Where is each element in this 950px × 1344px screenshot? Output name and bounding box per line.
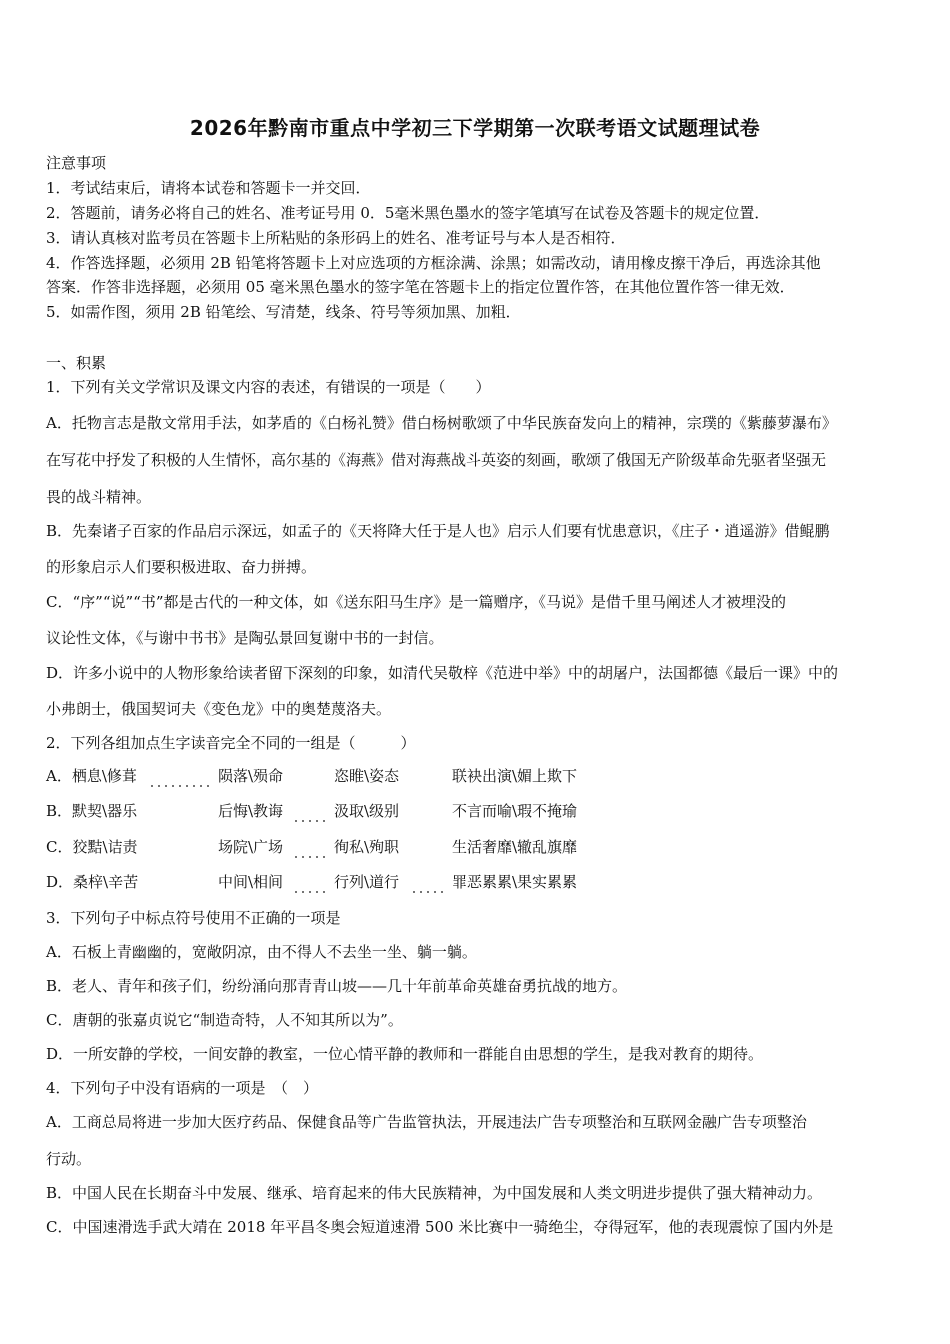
q1-option-b-cont: 的形象启示人们要积极进取、奋力拼搏。 xyxy=(46,558,317,576)
q4-option-a-cont: 行动。 xyxy=(46,1150,92,1168)
q2-cell: 中间\相间 xyxy=(218,873,284,891)
q2-cell: B．默契\器乐 xyxy=(46,802,138,820)
q2-cell: 不言而喻\瑕不掩瑜 xyxy=(452,802,578,820)
q1-option-a: A．托物言志是散文常用手法，如茅盾的《白杨礼赞》借白杨树歌颂了中华民族奋发向上的精神，宗璞的《紫藤萝瀑布》 xyxy=(46,414,837,432)
notice-item: 答案．作答非选择题，必须用 05 毫米黑色墨水的签字笔在答题卡上的指定位置作答，在其他位置作答一律无效． xyxy=(46,278,795,296)
q3-option-d: D．一所安静的学校，一间安静的教室，一位心情平静的教师和一群能自由思想的学生，是我对教育的期待。 xyxy=(46,1045,764,1063)
q3-option-c: C．唐朝的张嘉贞说它“制造奇特，人不知其所以为”。 xyxy=(46,1011,403,1029)
q1-option-b: B．先秦诸子百家的作品启示深远，如孟子的《天将降大任于是人也》启示人们要有忧患意识，《庄子・逍遥游》借鲲鹏 xyxy=(46,522,830,540)
notice-item: 3．请认真核对监考员在答题卡上所粘贴的条形码上的姓名、准考证号与本人是否相符． xyxy=(46,229,626,247)
q2-cell: 生活奢靡\辙乱旗靡 xyxy=(452,838,578,856)
section-heading: 一、积累 xyxy=(46,354,107,372)
q2-cell: 汲取\级别 xyxy=(334,802,400,820)
q2-stem: 2．下列各组加点生字读音完全不同的一组是（ ） xyxy=(46,734,416,752)
q2-cell: D．桑梓\辛苦 xyxy=(46,873,139,891)
q4-option-b: B．中国人民在长期奋斗中发展、继承、培育起来的伟大民族精神，为中国发展和人类文明进步提供了强大精神动力。 xyxy=(46,1184,823,1202)
q2-cell: 行列\道行 xyxy=(334,873,400,891)
q2-cell: 联袂出演\媚上欺下 xyxy=(452,767,578,785)
q2-cell: 罪恶累累\果实累累 xyxy=(452,873,578,891)
notice-item: 1．考试结束后，请将本试卷和答题卡一并交回． xyxy=(46,179,371,197)
q2-cell: 陨落\殒命 xyxy=(218,767,284,785)
q2-cell: C．狡黠\诘责 xyxy=(46,838,138,856)
q1-option-d-cont: 小弗朗士，俄国契诃夫《变色龙》中的奥楚蔑洛夫。 xyxy=(46,700,392,718)
notice-item: 2．答题前，请务必将自己的姓名、准考证号用 0．5毫米黑色墨水的签字笔填写在试卷及答题卡的规定位置． xyxy=(46,204,770,222)
q2-cell: 后悔\教诲 xyxy=(218,802,284,820)
dot-group xyxy=(151,785,443,893)
q2-cell: 恣睢\姿态 xyxy=(334,767,400,785)
q1-option-d: D．许多小说中的人物形象给读者留下深刻的印象，如清代吴敬梓《范进中举》中的胡屠户，法国都德《最后一课》中的 xyxy=(46,664,839,682)
notice-heading: 注意事项 xyxy=(46,154,107,172)
q1-option-a-cont: 畏的战斗精神。 xyxy=(46,488,152,506)
notice-item: 5．如需作图，须用 2B 铅笔绘、写清楚，线条、符号等须加黑、加粗． xyxy=(46,303,521,321)
q1-option-a-cont: 在写花中抒发了积极的人生情怀，高尔基的《海燕》借对海燕战斗英姿的刻画，歌颂了俄国无产阶级革命先驱者坚强无 xyxy=(46,451,827,469)
q4-stem: 4．下列句子中没有语病的一项是 （ ） xyxy=(46,1079,319,1097)
q2-cell: A．栖息\修葺 xyxy=(46,767,137,785)
q4-option-a: A．工商总局将进一步加大医疗药品、保健食品等广告监管执法，开展违法广告专项整治和互联网金融广告专项整治 xyxy=(46,1113,807,1131)
q1-option-c: C．“序”“说”“书”都是古代的一种文体，如《送东阳马生序》是一篇赠序，《马说》是借千里马阐述人才被埋没的 xyxy=(46,593,786,611)
notice-item: 4．作答选择题，必须用 2B 铅笔将答题卡上对应选项的方框涂满、涂黑；如需改动，请用橡皮擦干净后，再选涂其他 xyxy=(46,254,821,272)
q3-option-b: B．老人、青年和孩子们，纷纷涌向那青青山坡——几十年前革命英雄奋勇抗战的地方。 xyxy=(46,977,628,995)
q1-stem: 1．下列有关文学常识及课文内容的表述，有错误的一项是（ ） xyxy=(46,378,491,396)
q4-option-c: C．中国速滑选手武大靖在 2018 年平昌冬奥会短道速滑 500 米比赛中一骑绝尘，夺得冠军，他的表现震惊了国内外是 xyxy=(46,1218,834,1236)
exam-title: 2026年黔南市重点中学初三下学期第一次联考语文试题理试卷 xyxy=(189,116,761,140)
q2-cell: 场院\广场 xyxy=(218,838,284,856)
q3-option-a: A．石板上青幽幽的，宽敞阴凉，由不得人不去坐一坐、躺一躺。 xyxy=(46,943,477,961)
q3-stem: 3．下列句子中标点符号使用不正确的一项是 xyxy=(46,909,341,927)
q1-option-c-cont: 议论性文体，《与谢中书书》是陶弘景回复谢中书的一封信。 xyxy=(46,629,444,647)
q2-cell: 徇私\殉职 xyxy=(334,838,400,856)
